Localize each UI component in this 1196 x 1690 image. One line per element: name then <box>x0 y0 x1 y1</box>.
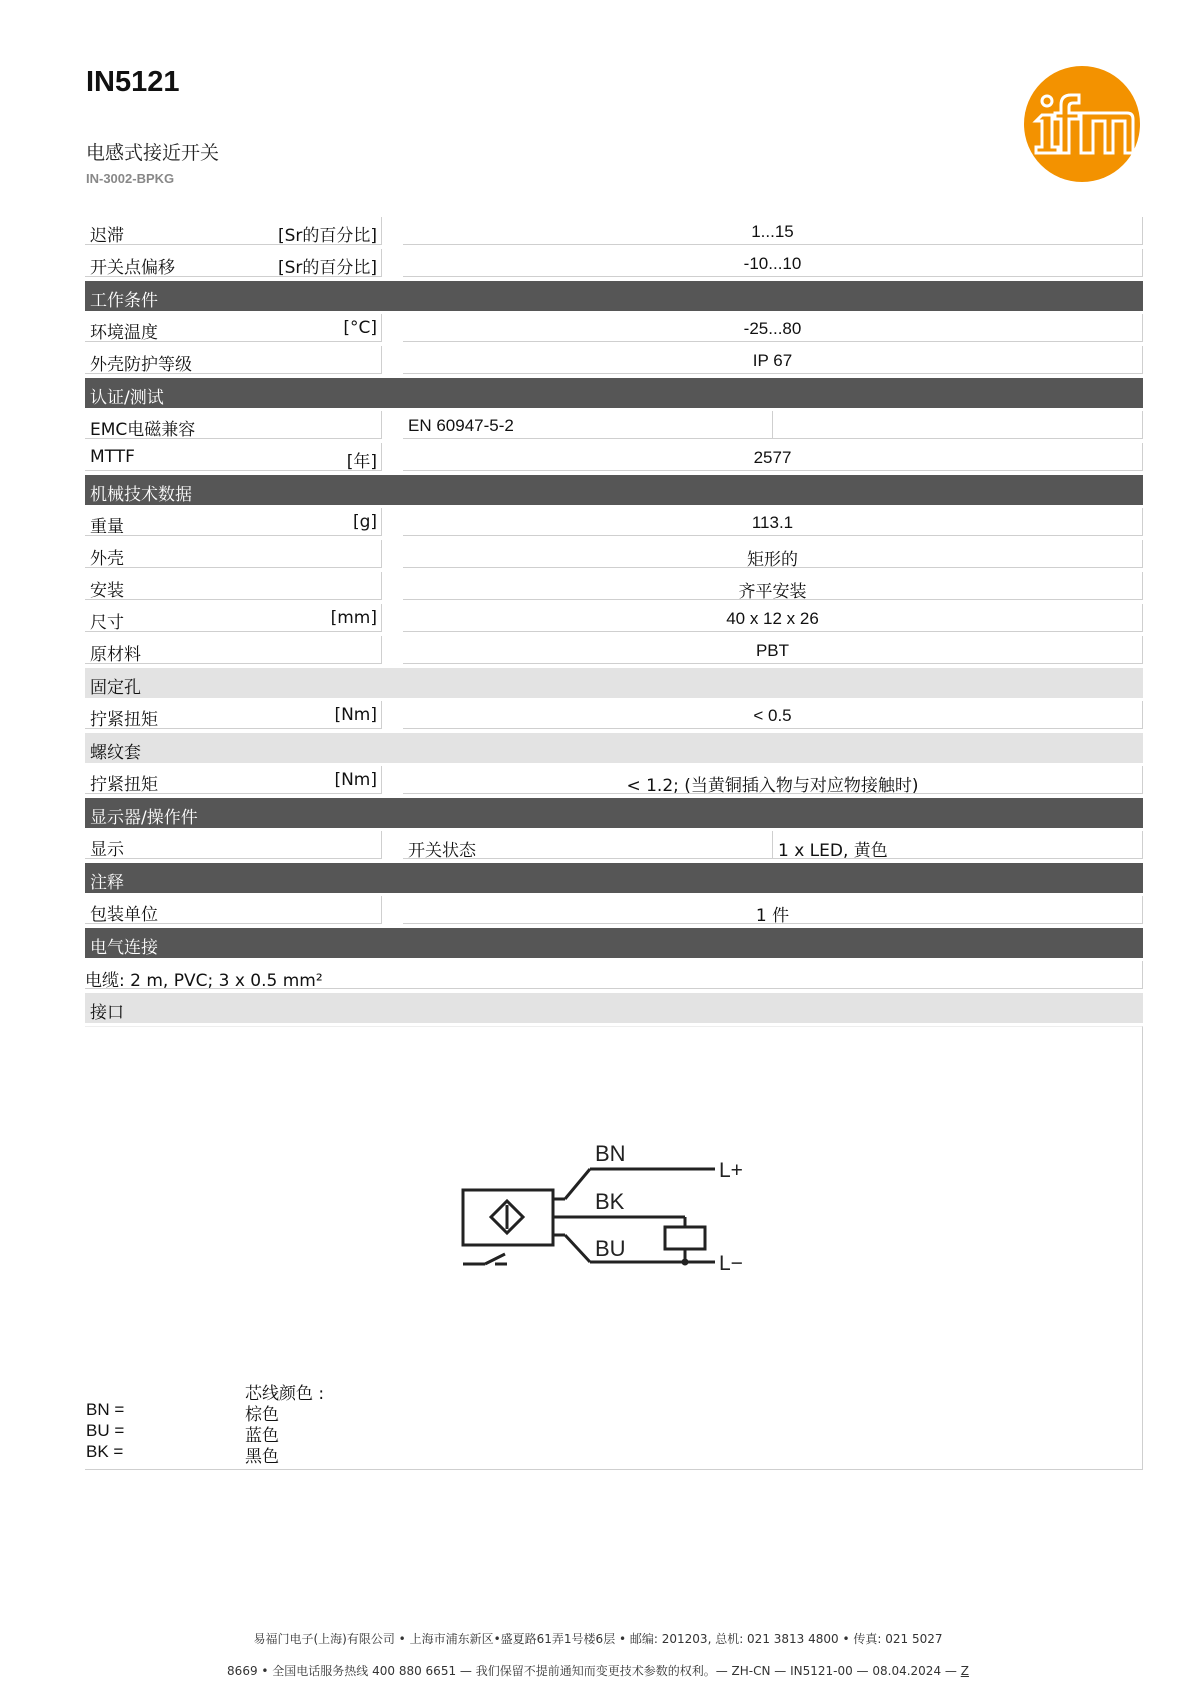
subsection-fixing-hole <box>85 668 1143 698</box>
spec-label: 包装单位 <box>90 905 158 925</box>
spec-table <box>85 217 1143 1470</box>
product-title: IN5121 <box>86 66 180 98</box>
spec-row-protection <box>85 346 1143 375</box>
legend-code: BU = <box>86 1421 125 1440</box>
footer-line-2 <box>0 1662 1196 1679</box>
spec-row-mttf <box>85 443 1143 472</box>
spec-unit: [g] <box>352 512 377 532</box>
spec-row-mounting <box>85 572 1143 601</box>
ifm-logo <box>1023 65 1141 183</box>
spec-row-emc <box>85 411 1143 440</box>
terminal-lminus: L− <box>719 1252 743 1275</box>
section-remarks <box>85 863 1143 893</box>
spec-label: 开关点偏移 <box>90 258 175 278</box>
footer-text: 8669 • 全国电话服务热线 400 880 6651 — 我们保留不提前通知而变更技术参数的权利。— ZH-CN — IN5121-00 — 08.04.2024 — <box>227 1664 961 1678</box>
spec-row-material <box>85 636 1143 665</box>
spec-label: MTTF <box>90 447 135 467</box>
spec-row-ambient-temp <box>85 314 1143 343</box>
product-subtitle: 电感式接近开关 <box>86 142 220 164</box>
subsection-thread-insert <box>85 733 1143 763</box>
spec-label: 重量 <box>90 517 124 537</box>
legend-color: 蓝色 <box>245 1426 279 1446</box>
spec-value: 1...15 <box>751 222 794 241</box>
spec-value: < 0.5 <box>753 706 792 725</box>
legend-color: 棕色 <box>245 1405 279 1425</box>
spec-value: 电缆: 2 m, PVC; 3 x 0.5 mm² <box>85 971 323 991</box>
spec-unit: [°C] <box>343 318 377 338</box>
section-electrical-connection <box>85 928 1143 958</box>
spec-value: < 1.2; (当黄铜插入物与对应物接触时) <box>626 776 919 796</box>
spec-value: PBT <box>755 641 790 660</box>
spec-row-weight <box>85 508 1143 537</box>
subsection-interface <box>85 993 1143 1023</box>
legend-color: 黑色 <box>245 1447 279 1467</box>
section-title: 认证/测试 <box>90 388 164 408</box>
core-colors-title: 芯线颜色 : <box>245 1384 325 1404</box>
wire-label-bu: BU <box>595 1236 626 1261</box>
spec-row-dimensions <box>85 604 1143 633</box>
wiring-diagram <box>455 1137 775 1287</box>
wire-label-bk: BK <box>595 1189 625 1214</box>
spec-value: 矩形的 <box>747 550 798 570</box>
spec-value: 开关状态 <box>408 841 476 861</box>
spec-label: 外壳 <box>90 549 124 569</box>
terminal-lplus: L+ <box>719 1159 743 1182</box>
section-title: 显示器/操作件 <box>90 808 198 828</box>
spec-label: 尺寸 <box>90 613 124 633</box>
spec-value: EN 60947-5-2 <box>408 416 514 435</box>
spec-row-torque-fixing <box>85 701 1143 730</box>
spec-label: 原材料 <box>90 645 141 665</box>
spec-row-cable <box>85 961 1143 990</box>
spec-unit: [mm] <box>330 608 377 628</box>
spec-label: 环境温度 <box>90 323 158 343</box>
spec-label: 拧紧扭矩 <box>90 710 158 730</box>
spec-unit: [年] <box>346 452 377 472</box>
spec-label: 迟滞 <box>90 226 124 246</box>
spec-value: 齐平安装 <box>738 582 807 602</box>
spec-label: 安装 <box>90 581 124 601</box>
section-operating-conditions <box>85 281 1143 311</box>
spec-label: 显示 <box>90 840 124 860</box>
wire-label-bn: BN <box>595 1141 626 1166</box>
legend-code: BK = <box>86 1442 124 1461</box>
spec-unit: [Sr的百分比] <box>277 226 377 246</box>
spec-value: -25...80 <box>743 319 802 338</box>
spec-value: IP 67 <box>752 351 793 370</box>
article-code: IN-3002-BPKG <box>86 171 175 186</box>
footer-line-1: 易福门电子(上海)有限公司 • 上海市浦东新区•盛夏路61弄1号楼6层 • 邮编: 201203, 总机: 021 3813 4800 • 传真: 021 5027 <box>253 1632 943 1646</box>
spec-value: 1 件 <box>755 906 790 926</box>
spec-value: 1 x LED, 黄色 <box>778 841 888 861</box>
spec-row-hysteresis <box>85 217 1143 246</box>
spec-row-torque-insert <box>85 766 1143 795</box>
spec-row-display <box>85 831 1143 860</box>
spec-value: 40 x 12 x 26 <box>726 609 819 628</box>
legend-code: BN = <box>86 1400 125 1419</box>
spec-unit: [Nm] <box>334 770 377 790</box>
subsection-title: 螺纹套 <box>90 743 141 763</box>
spec-value: -10...10 <box>743 254 802 273</box>
spec-row-switch-offset <box>85 249 1143 278</box>
spec-value: 2577 <box>753 448 792 467</box>
subsection-title: 接口 <box>90 1003 124 1023</box>
section-title: 电气连接 <box>90 938 158 958</box>
spec-row-packaging <box>85 896 1143 925</box>
spec-label: 拧紧扭矩 <box>90 775 158 795</box>
spec-label: 外壳防护等级 <box>90 355 192 375</box>
wiring-diagram-panel <box>85 1026 1143 1470</box>
spec-row-housing <box>85 540 1143 569</box>
section-title: 机械技术数据 <box>90 485 192 505</box>
section-mechanical-data <box>85 475 1143 505</box>
section-title: 注释 <box>90 873 124 893</box>
page-mark: Z <box>960 1664 969 1678</box>
section-tests-approvals <box>85 378 1143 408</box>
section-display-operating <box>85 798 1143 828</box>
spec-unit: [Sr的百分比] <box>277 258 377 278</box>
section-title: 工作条件 <box>90 291 158 311</box>
spec-value: 113.1 <box>751 513 794 532</box>
subsection-title: 固定孔 <box>90 678 141 698</box>
spec-unit: [Nm] <box>334 705 377 725</box>
spec-label: EMC电磁兼容 <box>90 420 196 440</box>
